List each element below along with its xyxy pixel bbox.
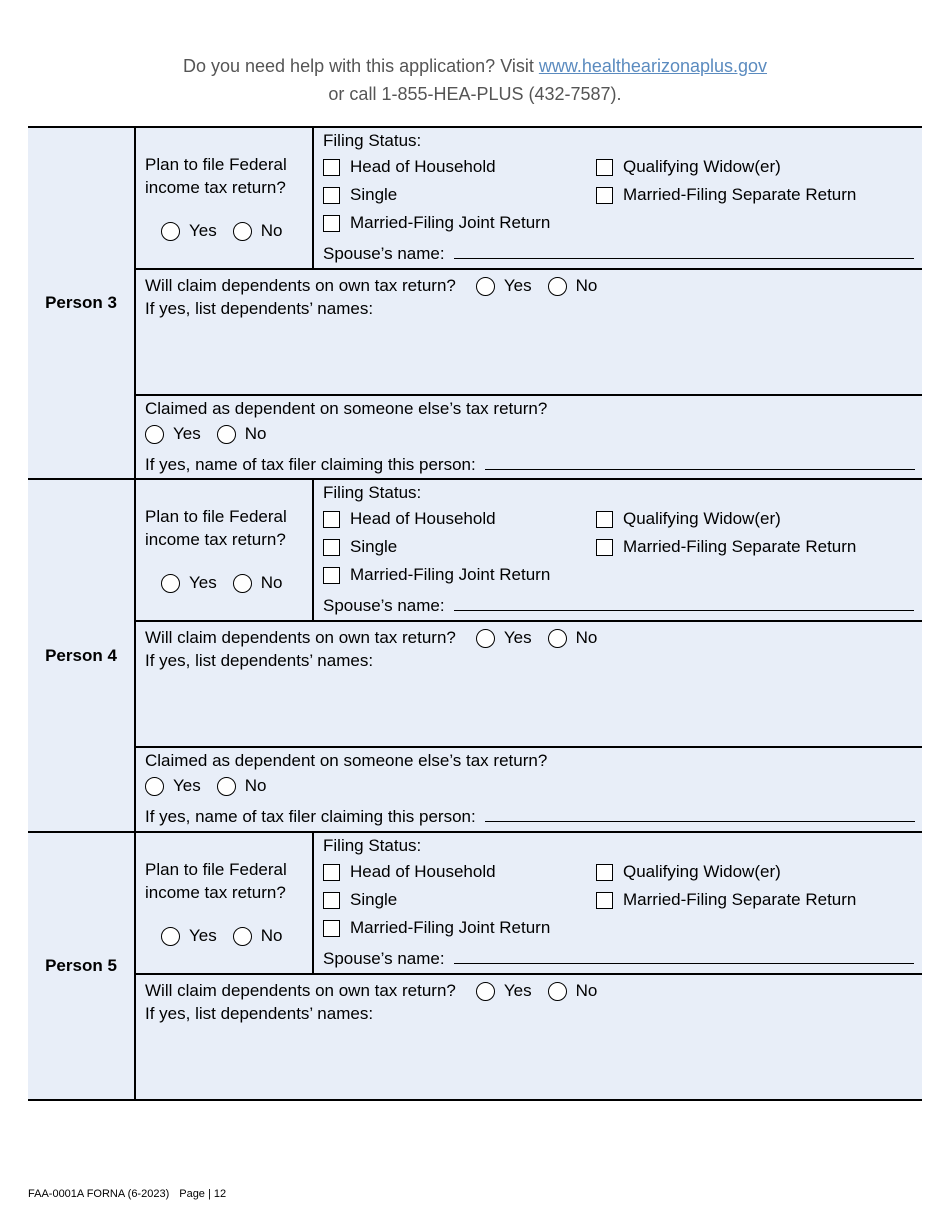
dependents-list-label: If yes, list dependents’ names:	[145, 651, 374, 670]
plan-to-file-cell	[136, 833, 314, 973]
radio-icon[interactable]	[161, 222, 180, 241]
married-separate-option[interactable]: Married-Filing Separate Return	[596, 537, 856, 557]
married-joint-option[interactable]: Married-Filing Joint Return	[323, 565, 550, 585]
radio-icon[interactable]	[233, 222, 252, 241]
checkbox-icon[interactable]	[323, 159, 340, 176]
radio-icon[interactable]	[548, 277, 567, 296]
head-of-household-option[interactable]: Head of Household	[323, 862, 496, 882]
radio-icon[interactable]	[145, 777, 164, 796]
person-label: Person 3	[28, 128, 136, 478]
dependents-yes-option[interactable]: Yes	[476, 981, 532, 1001]
tax-info-table	[28, 126, 922, 1101]
radio-icon[interactable]	[548, 982, 567, 1001]
help-text	[0, 52, 950, 108]
checkbox-icon[interactable]	[596, 159, 613, 176]
claimer-name-line[interactable]	[485, 455, 915, 470]
dependents-question: Will claim dependents on own tax return?	[145, 628, 456, 647]
checkbox-icon[interactable]	[323, 187, 340, 204]
radio-icon[interactable]	[233, 927, 252, 946]
radio-icon[interactable]	[145, 425, 164, 444]
spouse-name-line[interactable]	[454, 949, 914, 964]
claimer-name-line[interactable]	[485, 807, 915, 822]
plan-to-file-question: Plan to file Federal income tax return?	[145, 860, 287, 902]
claimed-row	[136, 396, 922, 480]
dependents-no-option[interactable]: No	[548, 276, 598, 296]
dependents-yes-option[interactable]: Yes	[476, 276, 532, 296]
claimed-yes-option[interactable]: Yes	[145, 776, 201, 796]
plan-yes-option[interactable]: Yes	[161, 573, 217, 593]
filing-status-cell	[314, 833, 922, 973]
plan-yes-option[interactable]: Yes	[161, 926, 217, 946]
checkbox-icon[interactable]	[323, 511, 340, 528]
spouse-name-field[interactable]: Spouse’s name:	[323, 949, 914, 969]
single-option[interactable]: Single	[323, 185, 397, 205]
checkbox-icon[interactable]	[596, 187, 613, 204]
single-option[interactable]: Single	[323, 537, 397, 557]
checkbox-icon[interactable]	[323, 864, 340, 881]
person-5-block	[28, 833, 922, 1101]
radio-icon[interactable]	[217, 425, 236, 444]
radio-icon[interactable]	[161, 574, 180, 593]
plan-to-file-question: Plan to file Federal income tax return?	[145, 155, 287, 197]
dependents-question: Will claim dependents on own tax return?	[145, 981, 456, 1000]
form-id: FAA-0001A FORNA (6-2023)	[28, 1188, 170, 1200]
checkbox-icon[interactable]	[323, 892, 340, 909]
radio-icon[interactable]	[161, 927, 180, 946]
claimed-row	[136, 748, 922, 832]
spouse-name-field[interactable]: Spouse’s name:	[323, 244, 914, 264]
head-of-household-option[interactable]: Head of Household	[323, 157, 496, 177]
claimed-no-option[interactable]: No	[217, 424, 267, 444]
spouse-name-line[interactable]	[454, 244, 914, 259]
plan-no-option[interactable]: No	[233, 573, 283, 593]
radio-icon[interactable]	[476, 277, 495, 296]
help-line-1: Do you need help with this application? Visit www.healthearizonaplus.gov	[182, 56, 768, 76]
radio-icon[interactable]	[233, 574, 252, 593]
filing-row	[136, 833, 922, 975]
dependents-row	[136, 270, 922, 396]
filing-status-title: Filing Status:	[323, 836, 422, 855]
plan-no-option[interactable]: No	[233, 926, 283, 946]
checkbox-icon[interactable]	[596, 864, 613, 881]
dependents-question: Will claim dependents on own tax return?	[145, 276, 456, 295]
claimed-question: Claimed as dependent on someone else’s tax return?	[145, 399, 548, 418]
checkbox-icon[interactable]	[323, 539, 340, 556]
dependents-yes-option[interactable]: Yes	[476, 628, 532, 648]
filing-status-cell	[314, 128, 922, 268]
claimer-name-field[interactable]: If yes, name of tax filer claiming this person:	[145, 807, 915, 827]
checkbox-icon[interactable]	[596, 892, 613, 909]
checkbox-icon[interactable]	[596, 511, 613, 528]
qualifying-widow-option[interactable]: Qualifying Widow(er)	[596, 862, 781, 882]
dependents-row	[136, 975, 922, 1099]
person-label: Person 4	[28, 480, 136, 831]
married-separate-option[interactable]: Married-Filing Separate Return	[596, 185, 856, 205]
filing-status-title: Filing Status:	[323, 483, 422, 502]
checkbox-icon[interactable]	[596, 539, 613, 556]
person-label: Person 5	[28, 833, 136, 1099]
plan-yes-option[interactable]: Yes	[161, 221, 217, 241]
filing-row	[136, 480, 922, 622]
qualifying-widow-option[interactable]: Qualifying Widow(er)	[596, 157, 781, 177]
page-number: Page | 12	[179, 1188, 227, 1200]
claimed-no-option[interactable]: No	[217, 776, 267, 796]
plan-to-file-question: Plan to file Federal income tax return?	[145, 507, 287, 549]
person-3-block	[28, 128, 922, 480]
checkbox-icon[interactable]	[323, 215, 340, 232]
radio-icon[interactable]	[476, 629, 495, 648]
radio-icon[interactable]	[548, 629, 567, 648]
spouse-name-field[interactable]: Spouse’s name:	[323, 596, 914, 616]
claimed-question: Claimed as dependent on someone else’s tax return?	[145, 751, 548, 770]
plan-no-option[interactable]: No	[233, 221, 283, 241]
help-website-link[interactable]: www.healthearizonaplus.gov	[538, 56, 768, 76]
dependents-list-label: If yes, list dependents’ names:	[145, 1004, 374, 1023]
claimer-name-field[interactable]: If yes, name of tax filer claiming this person:	[145, 455, 915, 475]
person-4-block	[28, 480, 922, 833]
plan-to-file-cell	[136, 128, 314, 268]
radio-icon[interactable]	[476, 982, 495, 1001]
radio-icon[interactable]	[217, 777, 236, 796]
filing-row	[136, 128, 922, 270]
qualifying-widow-option[interactable]: Qualifying Widow(er)	[596, 509, 781, 529]
filing-status-title: Filing Status:	[323, 131, 422, 150]
checkbox-icon[interactable]	[323, 920, 340, 937]
dependents-row	[136, 622, 922, 748]
dependents-no-option[interactable]: No	[548, 981, 598, 1001]
single-option[interactable]: Single	[323, 890, 397, 910]
spouse-name-line[interactable]	[454, 596, 914, 611]
head-of-household-option[interactable]: Head of Household	[323, 509, 496, 529]
married-joint-option[interactable]: Married-Filing Joint Return	[323, 213, 550, 233]
help-line-2: or call 1-855-HEA-PLUS (432-7587).	[328, 84, 622, 104]
filing-status-cell	[314, 480, 922, 620]
dependents-list-label: If yes, list dependents’ names:	[145, 299, 374, 318]
page-footer	[28, 1188, 236, 1200]
married-joint-option[interactable]: Married-Filing Joint Return	[323, 918, 550, 938]
plan-to-file-cell	[136, 480, 314, 620]
claimed-yes-option[interactable]: Yes	[145, 424, 201, 444]
checkbox-icon[interactable]	[323, 567, 340, 584]
dependents-no-option[interactable]: No	[548, 628, 598, 648]
married-separate-option[interactable]: Married-Filing Separate Return	[596, 890, 856, 910]
